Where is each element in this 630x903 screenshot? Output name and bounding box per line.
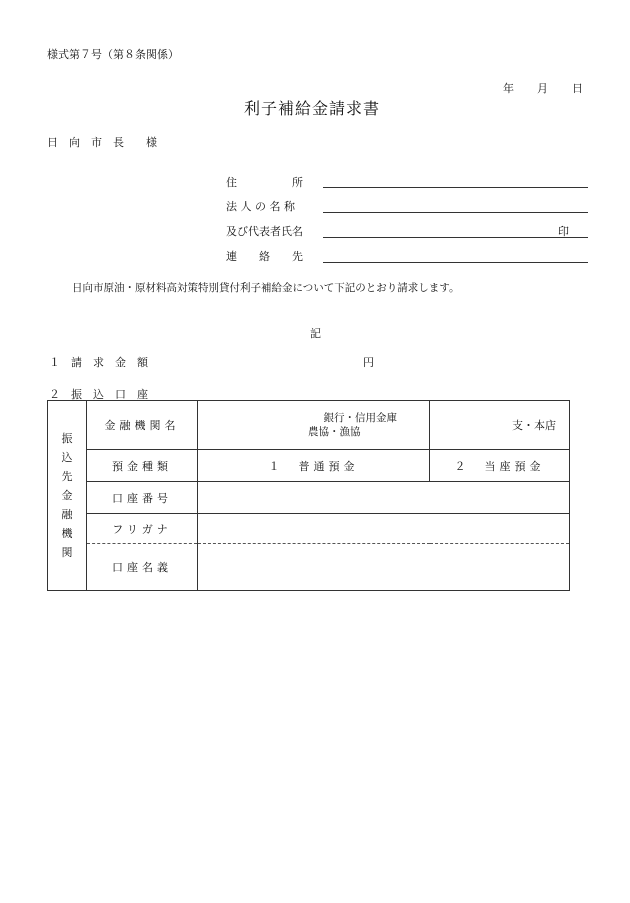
bank-type-options-2: 農協・漁協 [308, 426, 361, 438]
body-text: 日向市原油・原材料高対策特別貸付利子補給金について下記のとおり請求します。 [72, 282, 460, 294]
document-title: 利子補給金請求書 [244, 99, 381, 118]
address-line[interactable] [323, 187, 588, 188]
side-label-char: 振 [61, 432, 73, 445]
address-label: 住 所 [226, 176, 303, 189]
representative-line[interactable] [323, 237, 588, 238]
corp-name-line[interactable] [323, 212, 588, 213]
account-name-field[interactable] [198, 544, 570, 591]
corp-name-label: 法 人 の 名 称 [226, 200, 295, 213]
branch-field[interactable] [430, 401, 570, 450]
account-number-label: 口座番号 [87, 482, 198, 514]
transfer-account-label: ２ 振 込 口 座 [49, 388, 148, 401]
bank-type-options-1: 銀行・信用金庫 [323, 412, 397, 424]
side-label-char: 金 [61, 489, 73, 502]
seal-mark: 印 [558, 225, 569, 238]
ki-mark: 記 [310, 327, 321, 340]
furigana-label: フリガナ [87, 514, 198, 544]
deposit-type-label: 預金種類 [87, 450, 198, 482]
yen-unit: 円 [363, 356, 374, 369]
deposit-option-ordinary[interactable]: １ 普通預金 [198, 450, 430, 482]
side-label-char: 関 [61, 546, 73, 559]
side-label-char: 込 [61, 451, 73, 464]
transfer-bank-side-label [48, 401, 87, 591]
contact-label: 連 絡 先 [226, 250, 303, 263]
bank-name-label: 金融機関名 [87, 401, 198, 450]
deposit-option-current[interactable]: ２ 当座預金 [430, 450, 570, 482]
account-number-field[interactable] [198, 482, 570, 514]
bank-name-field[interactable] [198, 401, 430, 450]
date-month: 月 [537, 82, 548, 95]
addressee: 日 向 市 長 様 [47, 136, 157, 149]
transfer-account-table [47, 400, 570, 591]
form-number: 様式第７号（第８条関係） [47, 48, 179, 61]
side-label-char: 融 [61, 508, 73, 521]
request-amount-label: １ 請 求 金 額 [49, 356, 148, 369]
side-label-char: 先 [61, 470, 73, 483]
side-label-char: 機 [61, 527, 73, 540]
date-day: 日 [572, 82, 583, 95]
date-year: 年 [503, 82, 514, 95]
furigana-field[interactable] [198, 514, 570, 544]
representative-label: 及び代表者氏名 [226, 225, 303, 238]
contact-line[interactable] [323, 262, 588, 263]
account-name-label: 口座名義 [87, 544, 198, 591]
branch-label: 支・本店 [512, 419, 556, 432]
